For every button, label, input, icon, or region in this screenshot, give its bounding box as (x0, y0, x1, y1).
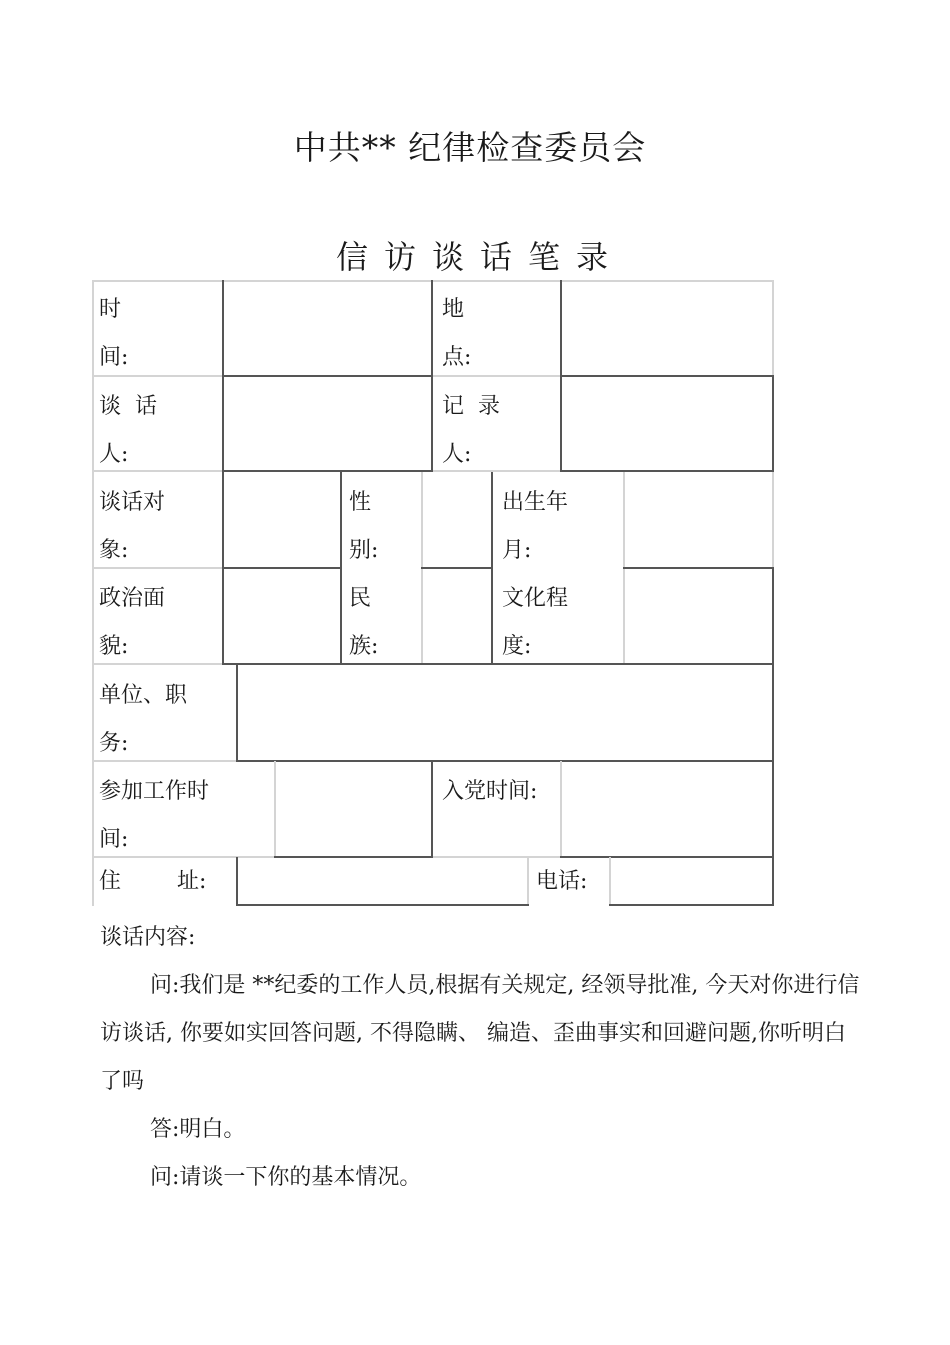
subject-field[interactable] (223, 473, 340, 567)
time-label: 时 间: (99, 297, 129, 370)
time-field[interactable] (223, 280, 431, 376)
org-title: 中共** 纪律检查委员会 (293, 128, 647, 167)
record-form-table (92, 280, 774, 906)
birth-field[interactable] (625, 473, 772, 567)
address-label: 住 址: (99, 869, 207, 894)
work-start-field[interactable] (276, 762, 430, 856)
content-heading: 谈话内容: (100, 925, 196, 950)
party-join-field[interactable] (562, 762, 772, 856)
recorder-field[interactable] (562, 377, 772, 471)
subject-label: 谈话对 象: (99, 490, 166, 563)
interviewer-field[interactable] (223, 377, 431, 471)
work-start-label: 参加工作时 间: (99, 779, 210, 852)
address-field[interactable] (238, 858, 526, 904)
birth-label: 出生年 月: (502, 490, 569, 563)
unit-position-field[interactable] (238, 666, 772, 760)
interview-content (100, 914, 860, 1202)
answer-1: 答:明白。 (150, 1117, 246, 1142)
political-status-label: 政治面 貌: (99, 586, 166, 659)
document-title: 信访谈话笔录 (335, 238, 624, 276)
unit-position-label: 单位、职 务: (99, 683, 188, 756)
ethnicity-label: 民 族: (349, 586, 379, 659)
place-field[interactable] (562, 280, 772, 376)
gender-label: 性 别: (349, 490, 379, 563)
political-status-field[interactable] (223, 569, 340, 663)
education-label: 文化程 度: (502, 586, 569, 659)
phone-label: 电话: (536, 869, 588, 894)
gender-field[interactable] (423, 473, 491, 567)
recorder-label: 记 录 人: (442, 394, 500, 467)
question-2: 问:请谈一下你的基本情况。 (150, 1165, 422, 1190)
phone-field[interactable] (611, 858, 772, 904)
place-label: 地 点: (442, 297, 472, 370)
interviewer-label: 谈 话 人: (99, 394, 157, 467)
ethnicity-field[interactable] (423, 569, 491, 663)
question-1: 问:我们是 **纪委的工作人员,根据有关规定, 经领导批准, 今天对你进行信访谈话, 你要如实回答问题, 不得隐瞒、 编造、歪曲事实和回避问题,你听明白了吗 (100, 973, 860, 1094)
party-join-label: 入党时间: (442, 779, 538, 804)
education-field[interactable] (625, 569, 772, 663)
